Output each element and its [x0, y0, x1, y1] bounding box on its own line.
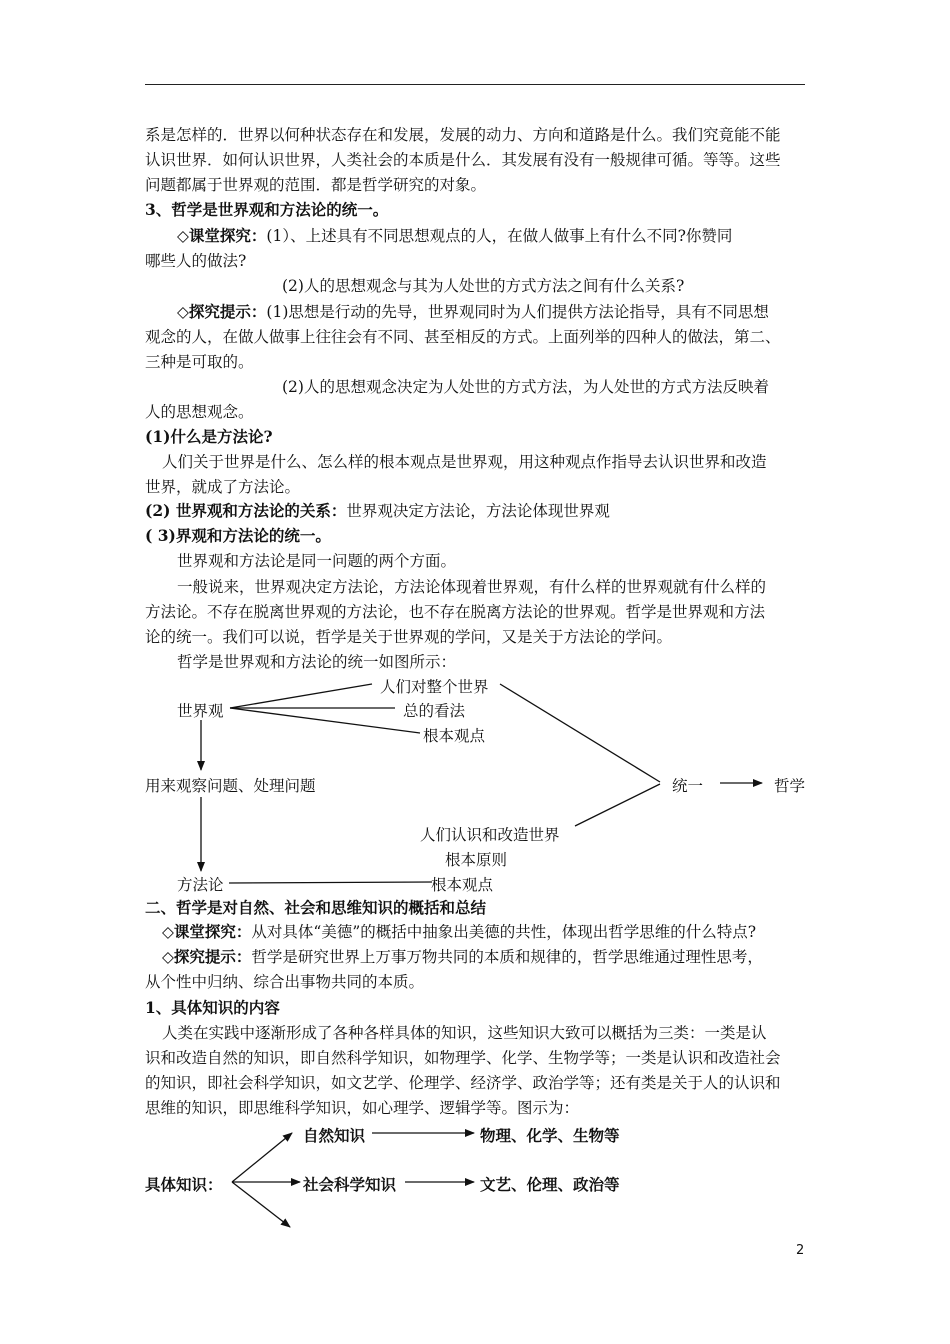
diagram-philosophy: 哲学 [774, 777, 806, 795]
diagram-method: 方法论 [177, 876, 224, 894]
diagram-view-line-1: 人们对整个世界 [380, 678, 489, 696]
diagram-worldview: 世界观 [177, 702, 224, 720]
inquiry1-q2: (2)人的思想观念与其为人处世的方式方法之间有什么关系? [282, 277, 685, 295]
hint2-text-1: 哲学是研究世界上万事万物共同的本质和规律的，哲学思维通过理性思考， [251, 948, 763, 966]
diagram2-nature-examples: 物理、化学、生物等 [480, 1126, 620, 1145]
hint1-line-3: 三种是可取的。 [145, 353, 254, 371]
knowledge-heading: 1、具体知识的内容 [145, 998, 280, 1017]
fan-line-top [230, 684, 372, 708]
hint2-line-1 [162, 945, 763, 969]
hint2-line-2: 从个性中归纳、综合出事物共同的本质。 [145, 973, 425, 991]
section2-heading: 二、哲学是对自然、社会和思维知识的概括和总结 [145, 898, 487, 917]
method-line [229, 882, 432, 883]
diagram-method-line-3: 根本观点 [431, 876, 494, 894]
diagram2-social-examples: 文艺、伦理、政治等 [480, 1175, 620, 1194]
inquiry2-line [162, 920, 756, 944]
intro-line-1: 系是怎样的．世界以何种状态存在和发展，发展的动力、方向和道路是什么。我们究竟能不能 [145, 126, 781, 144]
diagram-view-line-3: 根本观点 [423, 727, 486, 745]
hint1-line-5: 人的思想观念。 [145, 403, 254, 421]
hint1-label: ◇探究提示： [177, 302, 267, 321]
intro-line-3: 问题都属于世界观的范围．都是哲学研究的对象。 [145, 176, 487, 194]
hint2-label: ◇探究提示： [162, 947, 252, 966]
unity-line-2: 一般说来，世界观决定方法论，方法论体现着世界观，有什么样的世界观就有什么样的 [177, 578, 767, 596]
knowledge-line-3: 的知识，即社会科学知识，如文艺学、伦理学、经济学、政治学等；还有类是关于人的认识和 [145, 1074, 781, 1092]
diagram-method-line-2: 根本原则 [445, 851, 508, 869]
knowledge-arrow-top [232, 1133, 292, 1182]
unity-line-3: 方法论。不存在脱离世界观的方法论，也不存在脱离方法论的世界观。哲学是世界观和方法 [145, 603, 766, 621]
knowledge-line-1: 人类在实践中逐渐形成了各种各样具体的知识，这些知识大致可以概括为三类：一类是认 [162, 1024, 767, 1042]
heading-3: 3、哲学是世界观和方法论的统一。 [145, 200, 389, 219]
relation-label: (2) 世界观和方法论的关系： [145, 501, 347, 520]
question-method: (1)什么是方法论? [145, 427, 273, 446]
diagram2-social: 社会科学知识 [303, 1175, 397, 1194]
diagram2-root: 具体知识： [145, 1175, 223, 1194]
knowledge-arrow-bottom [232, 1182, 290, 1227]
converge-top [500, 684, 660, 782]
inquiry1-line-2: 哪些人的做法? [145, 252, 247, 270]
unity-line-5: 哲学是世界观和方法论的统一如图所示： [177, 653, 457, 671]
method-line-1: 人们关于世界是什么、怎么样的根本观点是世界观，用这种观点作指导去认识世界和改造 [162, 453, 767, 471]
hint1-line-4: (2)人的思想观念决定为人处世的方式方法，为人处世的方式方法反映着 [282, 378, 769, 396]
page-number: 2 [796, 1243, 805, 1258]
intro-line-2: 认识世界．如何认识世界，人类社会的本质是什么．其发展有没有一般规律可循。等等。这些 [145, 151, 781, 169]
inquiry2-text: 从对具体“美德”的概括中抽象出美德的共性，体现出哲学思维的什么特点? [251, 923, 757, 941]
knowledge-line-4: 思维的知识，即思维科学知识，如心理学、逻辑学等。图示为： [145, 1099, 580, 1117]
hint1-text-1: (1)思想是行动的先导，世界观同时为人们提供方法论指导，具有不同思想 [266, 303, 769, 321]
unity-line-1: 世界观和方法论是同一问题的两个方面。 [177, 552, 457, 570]
unity-line-4: 论的统一。我们可以说，哲学是关于世界观的学问，又是关于方法论的学问。 [145, 628, 673, 646]
inquiry1-label: ◇课堂探究： [177, 226, 267, 245]
method-line-2: 世界，就成了方法论。 [145, 478, 301, 496]
converge-bottom [575, 784, 660, 826]
diagram2-nature: 自然知识 [303, 1126, 366, 1145]
diagram-view-line-2: 总的看法 [403, 702, 466, 720]
hint1-line-2: 观念的人，在做人做事上往往会有不同、甚至相反的方式。上面列举的四种人的做法，第二、 [145, 328, 781, 346]
diagram-use: 用来观察问题、处理问题 [145, 777, 316, 795]
inquiry2-label: ◇课堂探究： [162, 922, 252, 941]
knowledge-line-2: 识和改造自然的知识，即自然科学知识，如物理学、化学、生物学等；一类是认识和改造社会 [145, 1049, 781, 1067]
diagram-method-line-1: 人们认识和改造世界 [420, 826, 560, 844]
inquiry1-q1: (1）、上述具有不同思想观点的人，在做人做事上有什么不同?你赞同 [266, 227, 733, 245]
relation-text: 世界观决定方法论，方法论体现世界观 [346, 502, 610, 520]
fan-line-bottom [230, 708, 420, 733]
diagram-unify: 统一 [672, 777, 704, 795]
unity-heading: ( 3)界观和方法论的统一。 [145, 526, 331, 545]
